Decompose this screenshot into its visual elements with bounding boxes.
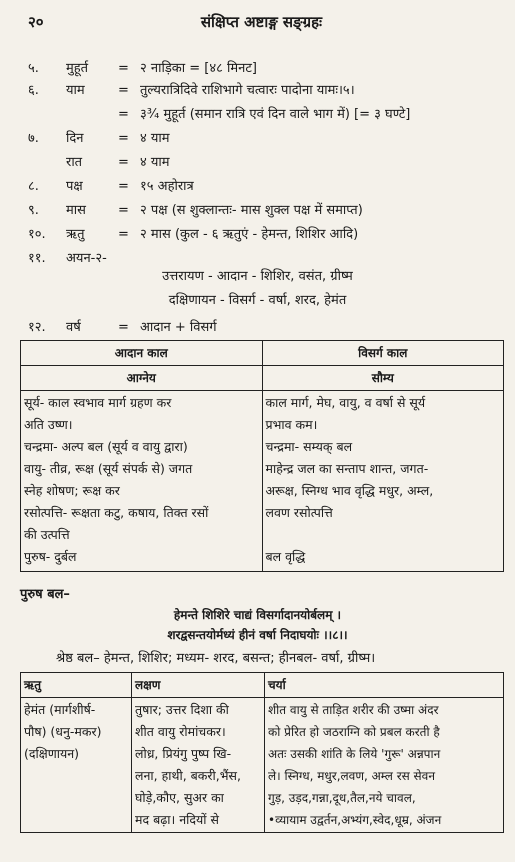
row-definition: ४ याम [140,131,170,146]
page-number: २० [28,13,44,31]
row-term: रात [66,155,83,170]
row-term: पक्ष [66,179,83,194]
row-number: ८. [28,179,39,194]
row-term: ऋतु [66,227,85,242]
definition-row [28,224,358,242]
table-header: ऋतु [21,673,132,698]
definition-row [28,317,217,335]
section-heading: पुरुष बल– [20,587,70,602]
row-term: वर्ष [66,320,81,335]
row-number: १२. [28,320,46,335]
row-equals: = [118,61,129,76]
table-header: चर्या [265,673,504,698]
row-term: दिन [66,131,84,146]
ritu-charya-table [20,672,504,833]
row-definition: २ पक्ष (स शुक्लान्तः- मास शुक्ल पक्ष में समाप्त) [140,203,363,218]
page-header [28,10,495,36]
shreshtha-bala-line: श्रेष्ठ बल– हेमन्त, शिशिर; मध्यम- शरद, बसन्त; हीनबल- वर्षा, ग्रीष्म। [56,651,376,666]
shloka-line: शरद्वसन्तयोर्मध्यं हीनं वर्षा निदाघयोः ।।८।। [167,628,348,642]
row-definition: १५ अहोरात्र [140,179,194,194]
row-number: ६. [28,83,39,98]
adana-visarga-table [20,340,504,572]
page-title: संक्षिप्त अष्टाङ्ग सङ्ग्रहः [200,13,323,31]
definition-row [28,58,257,76]
definition-row [28,152,170,170]
row-term: अयन-२- [66,251,107,266]
table-cell: तुषार; उत्तर दिशा की शीत वायु रोमांचकर। लोध्र, प्रियंगु पुष्प खि- लना, हाथी, बकरी,भैंस, घोड़े,कौए, सुअर का मद बढ़ा। नदियों से [132,698,265,833]
row-term: मुहूर्त [66,61,89,76]
table-cell: काल मार्ग, मेघ, वायु, व वर्षा से सूर्य प्रभाव कम। चन्द्रमा- सम्यक् बल माहेन्द्र जल का सन्ताप शान्त, जगत- अरूक्ष, स्निग्ध भाव वृद्धि मधुर, अम्ल, लवण रसोत्पत्ति बल वृद्धि [262,391,504,572]
table-header: आदान काल [21,341,263,366]
row-number: ७. [28,131,39,146]
shloka-line: हेमन्ते शिशिरे चाद्यं विसर्गादानयोर्बलम् । [173,608,342,622]
row-equals: = [118,320,129,335]
table-subheader: सौम्य [262,366,504,391]
row-number: १०. [28,227,46,242]
row-equals: = [118,227,129,242]
uttarayana-line: उत्तरायण - आदान - शिशिर, वसंत, ग्रीष्म [162,269,353,284]
row-equals: = [118,83,129,98]
definition-row [28,248,140,266]
row-term: याम [66,83,85,98]
row-definition: २ नाड़िका = [४८ मिनट] [140,61,258,76]
table-cell: शीत वायु से ताड़ित शरीर की उष्मा अंदर को प्रेरित हो जठराग्नि को प्रबल करती है अतः उसकी शांति के लिये 'गुरू' अन्नपान ले। स्निग्ध, मधुर,लवण, अम्ल रस सेवन गुड़, उड़द,गन्ना,दूध,तैल,नये चावल, •व्यायाम उद्वर्तन,अभ्यंग,स्वेद,धूम्र, अंजन [265,698,504,833]
row-number: ९. [28,203,39,218]
definition-row [28,200,363,218]
row-definition: २ मास (कुल - ६ ऋतुएं - हेमन्त, शिशिर आदि) [140,227,359,242]
row-definition: आदान + विसर्ग [140,320,217,335]
definition-row [28,80,355,98]
row-number: ५. [28,61,39,76]
table-header: लक्षण [132,673,265,698]
row-number: ११. [28,251,46,266]
row-definition: ४ याम [140,155,170,170]
row-equals: = [118,179,129,194]
definition-row [28,104,410,122]
definition-row [28,176,194,194]
definition-row [28,128,170,146]
table-subheader: आग्नेय [21,366,263,391]
row-definition: ३³⁄₄ मुहूर्त (समान रात्रि एवं दिन वाले भाग में) [= ३ घण्टे] [140,107,411,122]
table-header: विसर्ग काल [262,341,504,366]
row-equals: = [118,155,129,170]
table-cell: सूर्य- काल स्वभाव मार्ग ग्रहण कर अति उष्ण। चन्द्रमा- अल्प बल (सूर्य व वायु द्वारा) वायु- तीव्र, रूक्ष (सूर्य संपर्क से) जगत स्नेह शोषण; रूक्ष कर रसोत्पत्ति- रूक्षता कटु, कषाय, तिक्त रसों की उत्पत्ति पुरुष- दुर्बल [21,391,263,572]
row-definition: तुल्यरात्रिदिवे राशिभागे चत्वारः पादोना यामः।५। [140,83,355,98]
row-equals: = [118,107,129,122]
table-cell: हेमंत (मार्गशीर्ष- पौष) (धनु-मकर) (दक्षिणायन) [21,698,132,833]
row-equals: = [118,131,129,146]
row-equals: = [118,203,129,218]
dakshinayana-line: दक्षिणायन - विसर्ग - वर्षा, शरद, हेमंत [168,293,347,308]
row-term: मास [66,203,86,218]
